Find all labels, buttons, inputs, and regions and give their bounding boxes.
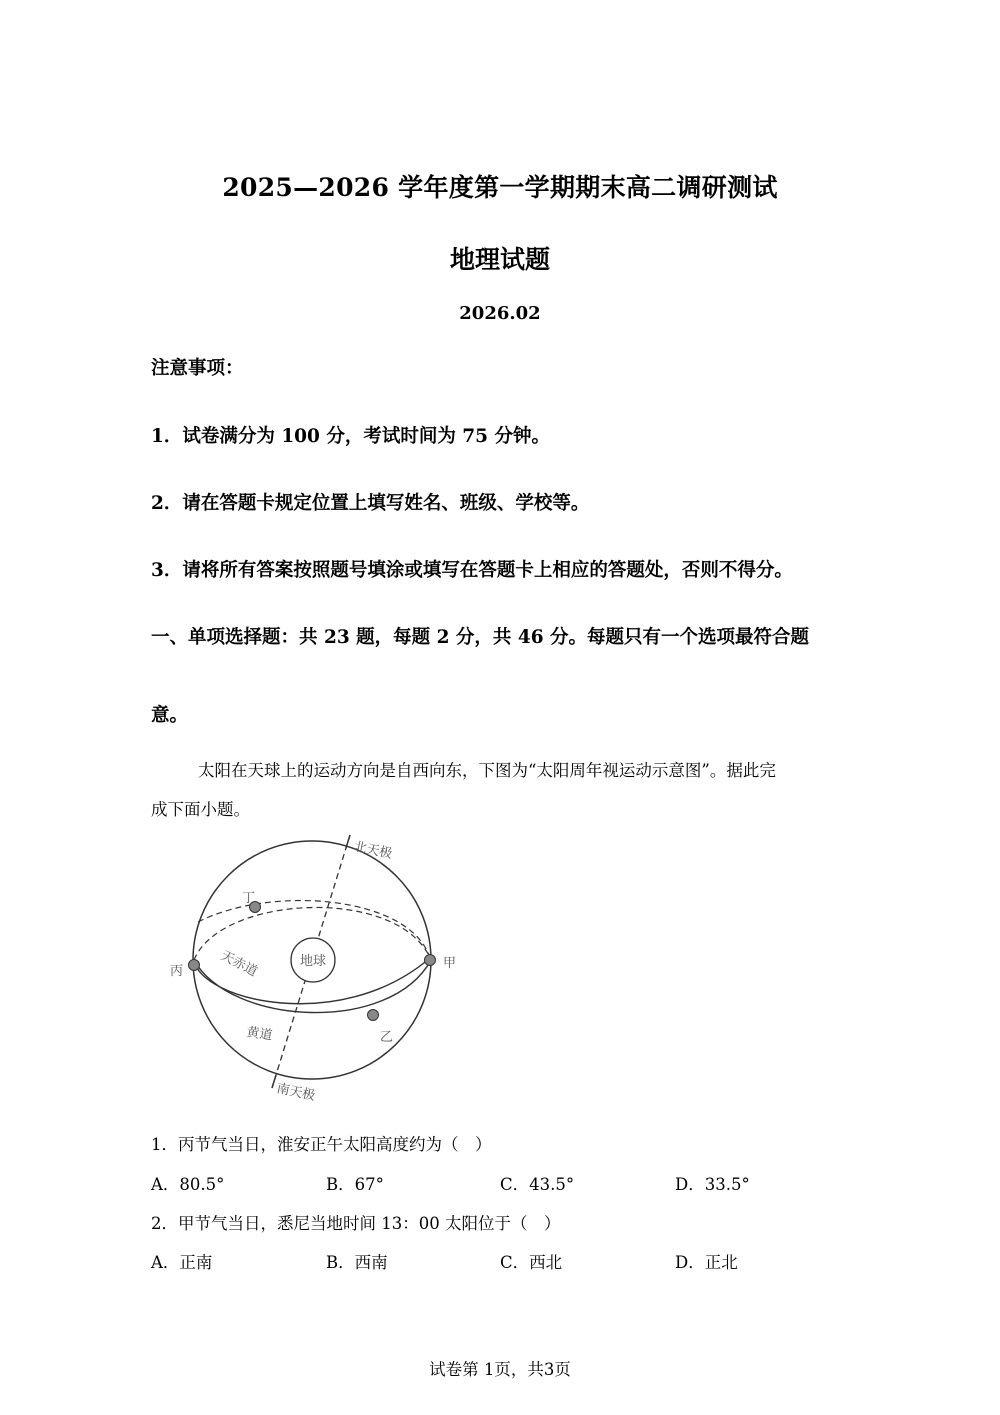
exam-date: 2026.02: [459, 303, 541, 324]
north-pole-label: 北天极: [352, 839, 394, 863]
question-2-option-a: A．正南: [151, 1253, 213, 1272]
ecliptic-label: 黄道: [245, 1025, 274, 1044]
notice-item-1: 1．试卷满分为 100 分，考试时间为 75 分钟。: [151, 426, 550, 447]
point-bing-label: 丙: [170, 964, 184, 979]
point-jia-label: 甲: [443, 956, 457, 971]
south-pole-label: 南天极: [275, 1081, 317, 1105]
question-1-option-b: B．67°: [326, 1175, 384, 1194]
exam-title: 2025—2026 学年度第一学期期末高二调研测试: [222, 173, 778, 202]
celestial-equator-label: 天赤道: [218, 948, 260, 980]
exam-subject: 地理试题: [449, 245, 550, 274]
notice-item-3: 3．请将所有答案按照题号填涂或填写在答题卡上相应的答题处，否则不得分。: [151, 560, 793, 581]
question-2-option-d: D．正北: [675, 1253, 738, 1272]
notice-item-2: 2．请在答题卡规定位置上填写姓名、班级、学校等。: [151, 493, 590, 514]
question-2-option-b: B．西南: [326, 1253, 388, 1272]
point-yi-marker: [368, 1010, 379, 1021]
point-jia-marker: [425, 955, 436, 966]
intro-line2: 成下面小题。: [151, 800, 250, 819]
point-yi-label: 乙: [380, 1030, 394, 1045]
intro-line1: 太阳在天球上的运动方向是自西向东，下图为“太阳周年视运动示意图”。据此完: [198, 761, 776, 780]
notice-heading: 注意事项：: [151, 358, 244, 379]
section-heading-line1: 一、单项选择题：共 23 题，每题 2 分，共 46 分。每题只有一个选项最符合题: [151, 627, 810, 648]
section-heading-line2: 意。: [151, 705, 189, 726]
question-1-stem: 1．丙节气当日，淮安正午太阳高度约为（ ）: [151, 1135, 492, 1154]
point-bing-marker: [189, 960, 200, 971]
earth-label: 地球: [299, 954, 327, 969]
page-footer: 试卷第 1页，共3页: [429, 1360, 571, 1379]
question-2-option-c: C．西北: [500, 1253, 563, 1272]
question-2-stem: 2．甲节气当日，悉尼当地时间 13：00 太阳位于（ ）: [151, 1214, 561, 1233]
question-1-option-c: C．43.5°: [500, 1175, 575, 1194]
point-ding-label: 丁: [242, 891, 256, 906]
question-1-option-a: A．80.5°: [151, 1175, 225, 1194]
question-1-option-d: D．33.5°: [675, 1175, 750, 1194]
celestial-sphere-diagram: [160, 830, 470, 1110]
